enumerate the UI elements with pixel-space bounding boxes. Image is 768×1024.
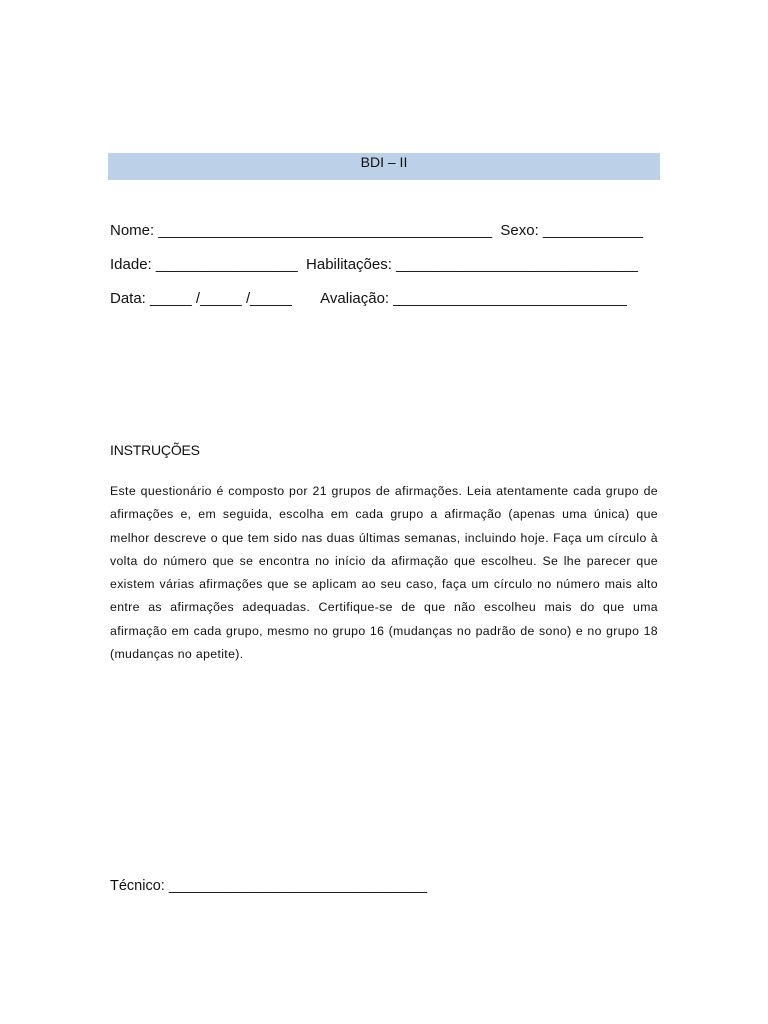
- instructions-paragraph: Este questionário é composto por 21 grupos de afirmações. Leia atentamente cada grupo de afirmações e, em seguida, escolha em cada grupo a afirmação (apenas uma única) que melhor descreve o que tem sido nas duas últimas semanas, incluindo hoje. Faça um círculo à volta do número que se encontra no início da afirmação que escolheu. Se lhe parecer que existem várias afirmações que se aplicam ao seu caso, faça um círculo no número mais alto entre as afirmações adequadas. Certifique-se de que não escolheu mais do que uma afirmação em cada grupo, mesmo no grupo 16 (mudanças no padrão de sono) e no grupo 18 (mudanças no apetite).: [110, 484, 658, 662]
- idade-habilitacoes-field: Idade: _________________ Habilitações: _____________________________: [110, 256, 638, 273]
- document-title: BDI – II: [108, 153, 660, 180]
- tecnico-field: Técnico: ________________________________: [110, 878, 427, 894]
- instructions-heading: INSTRUÇÕES: [110, 442, 200, 458]
- nome-sexo-field: Nome: ________________________________________ Sexo: ____________: [110, 222, 644, 239]
- data-avaliacao-field: Data: _____ /_____ /_____ Avaliação: ____________________________: [110, 290, 627, 307]
